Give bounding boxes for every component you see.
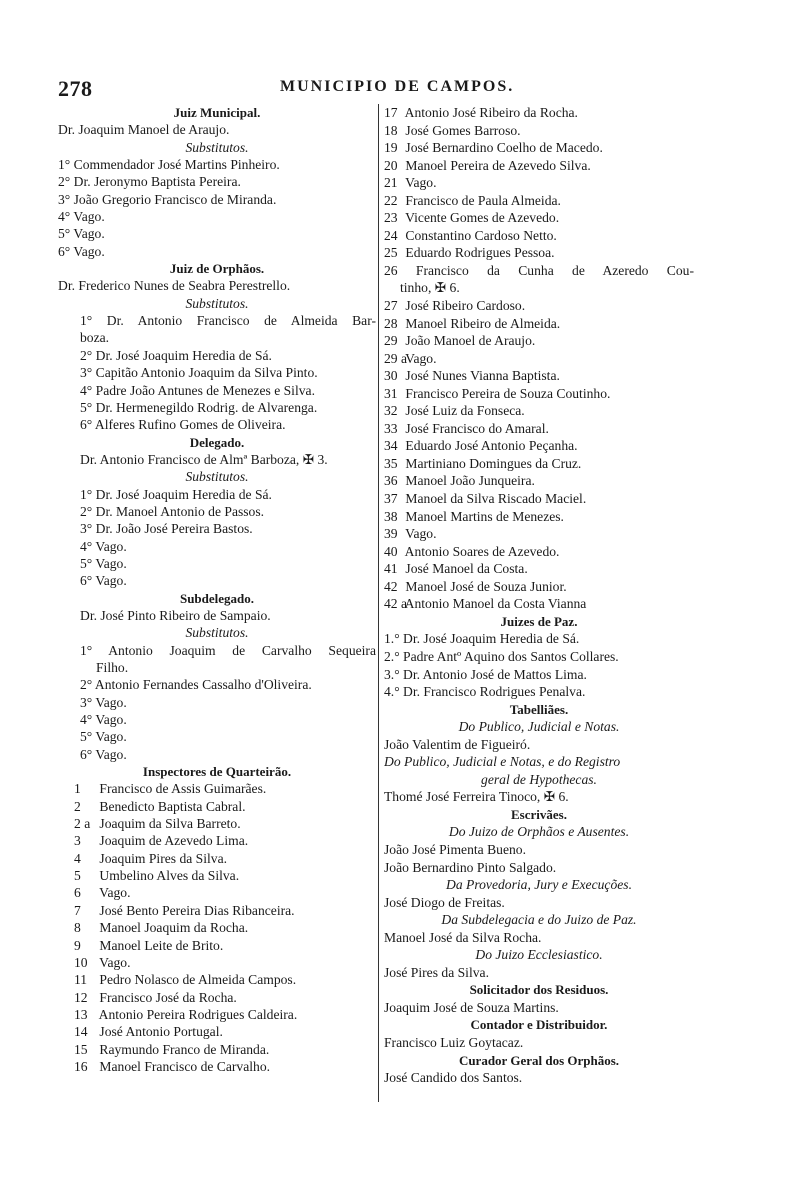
- office-holder: José Diogo de Freitas.: [384, 894, 505, 910]
- inspector-entry: [384, 157, 694, 175]
- justice-entry: 2.° Padre Antº Aquino dos Santos Collares.: [384, 648, 619, 664]
- substitute-entry-continued: Filho.: [96, 660, 129, 675]
- inspector-entry: [58, 867, 376, 884]
- inspector-entry: [384, 560, 694, 578]
- substitute-entry: 5° Vago.: [58, 226, 105, 242]
- entry-name: Vago.: [405, 175, 437, 191]
- section-heading: Inspectores de Quarteirão.: [142, 764, 292, 780]
- entry-name: Manoel Joaquim da Rocha.: [99, 920, 249, 936]
- entry-name: José Antonio Portugal.: [99, 1024, 223, 1040]
- office-holder: Francisco Luiz Goytacaz.: [384, 1034, 524, 1050]
- entry-number: 11: [74, 972, 88, 988]
- entry-number: 9: [74, 937, 81, 953]
- entry-name: Martiniano Domingues da Cruz.: [405, 455, 582, 471]
- inspector-entry: [384, 508, 694, 526]
- office-holder: João Valentim de Figueiró.: [384, 736, 531, 752]
- substitute-entry: 1° Dr. José Joaquim Heredia de Sá.: [80, 486, 272, 502]
- inspector-entry: [384, 315, 694, 333]
- entry-name: Eduardo José Antonio Peçanha.: [405, 438, 578, 454]
- entry-number: 29: [384, 333, 398, 349]
- entry-name: José Bento Pereira Dias Ribanceira.: [99, 902, 295, 918]
- inspector-entry: [58, 989, 376, 1006]
- substitute-entry: 4° Vago.: [80, 538, 127, 554]
- office-holder: José Pires da Silva.: [384, 964, 489, 980]
- substitute-entry: 3° João Gregorio Francisco de Miranda.: [58, 191, 277, 207]
- entry-name: Antonio José Ribeiro da Rocha.: [404, 105, 578, 120]
- entry-number: 42 a: [384, 596, 408, 612]
- column-divider: [378, 104, 379, 1102]
- entry-number: 3: [74, 833, 81, 849]
- entry-name: Manoel Ribeiro de Almeida.: [405, 315, 561, 331]
- inspector-entry: [384, 367, 694, 385]
- substitute-entry: 3° Capitão Antonio Joaquim da Silva Pinto.: [80, 365, 318, 381]
- inspector-entry: [384, 455, 694, 473]
- entry-name: Vago.: [99, 954, 131, 970]
- office-holder: Dr. Antonio Francisco de Almª Barboza, ✠ 3.: [80, 451, 328, 467]
- inspector-entry: [58, 902, 376, 919]
- inspector-entry: [384, 139, 694, 157]
- substitute-entry-continued: boza.: [80, 330, 110, 346]
- entry-name: Vago.: [99, 885, 131, 901]
- office-holder: Dr. Frederico Nunes de Seabra Perestrello.: [58, 278, 291, 294]
- inspector-entry: [384, 420, 694, 438]
- inspector-entry: [58, 919, 376, 936]
- entry-name: Francisco de Paula Almeida.: [405, 192, 561, 208]
- entry-number: 42: [384, 578, 398, 594]
- entry-number: 31: [384, 385, 398, 401]
- inspector-entry: [58, 1023, 376, 1040]
- office-subheading: Do Juizo Ecclesiastico.: [475, 947, 603, 963]
- entry-name: José Francisco do Amaral.: [405, 420, 549, 436]
- entry-name: José Manoel da Costa.: [405, 561, 528, 577]
- entry-number: 16: [74, 1058, 88, 1074]
- substitute-entry: 5° Dr. Hermenegildo Rodrig. de Alvarenga.: [80, 399, 318, 415]
- entry-name: Constantino Cardoso Netto.: [405, 227, 557, 243]
- inspector-entry: [58, 1006, 376, 1023]
- substitute-entry: 4° Vago.: [58, 209, 105, 225]
- entry-name: José Luiz da Fonseca.: [405, 403, 525, 419]
- right-column: [384, 104, 694, 1087]
- inspector-entry: [384, 122, 694, 140]
- entry-name: Vago.: [405, 526, 437, 542]
- office-subheading: Do Juizo de Orphãos e Ausentes.: [448, 824, 630, 840]
- inspector-entry: [384, 578, 694, 596]
- entry-name: Manoel da Silva Riscado Maciel.: [405, 491, 587, 507]
- entry-name: Antonio Pereira Rodrigues Caldeira.: [98, 1006, 298, 1022]
- section-heading: Solicitador dos Residuos.: [469, 982, 609, 998]
- running-title: MUNICIPIO DE CAMPOS.: [280, 78, 515, 95]
- entry-number: 40: [384, 543, 398, 559]
- left-column: [58, 104, 376, 1075]
- inspectors-list: [384, 104, 694, 262]
- office-holder: João Bernardino Pinto Salgado.: [384, 859, 557, 875]
- inspector-entry: [384, 437, 694, 455]
- entry-name: Pedro Nolasco de Almeida Campos.: [99, 972, 297, 988]
- entry-name: Umbelino Alves da Silva.: [99, 868, 240, 884]
- entry-number: 20: [384, 157, 398, 173]
- inspector-entry: 26 Francisco da Cunha de Azeredo Cou-: [384, 262, 694, 278]
- office-subheading: Do Publico, Judicial e Notas, e do Registro: [384, 754, 621, 770]
- entry-name: Manoel João Junqueira.: [405, 473, 535, 489]
- entry-number: 27: [384, 298, 398, 314]
- inspector-entry: [384, 174, 694, 192]
- entry-name: Manoel Martins de Menezes.: [405, 508, 564, 524]
- substitute-entry: 4° Vago.: [80, 712, 127, 728]
- inspector-entry: [58, 815, 376, 832]
- substitute-entry: 3° Vago.: [80, 694, 127, 710]
- inspector-entry: [384, 244, 694, 262]
- inspector-entry: [384, 297, 694, 315]
- substitute-entry: 1° Antonio Joaquim de Carvalho Sequeira: [80, 642, 376, 658]
- inspector-entry-continued: tinho, ✠ 6.: [400, 280, 460, 296]
- substitutes-heading: Substitutos.: [185, 139, 249, 155]
- inspector-entry: [384, 543, 694, 561]
- section-heading: Curador Geral dos Orphãos.: [458, 1052, 620, 1068]
- inspector-entry: [384, 385, 694, 403]
- entry-number: 4: [74, 850, 81, 866]
- substitute-entry: 5° Vago.: [80, 729, 127, 745]
- substitute-entry: 6° Vago.: [58, 243, 105, 259]
- entry-name: Joaquim da Silva Barreto.: [99, 816, 241, 832]
- substitute-entry: 6° Vago.: [80, 746, 127, 762]
- entry-number: 15: [74, 1041, 88, 1057]
- section-heading: Delegado.: [189, 434, 245, 450]
- substitute-entry: 1° Commendador José Martins Pinheiro.: [58, 157, 280, 173]
- section-heading: Contador e Distribuidor.: [470, 1017, 608, 1033]
- entry-name: Manoel Francisco de Carvalho.: [99, 1058, 271, 1074]
- entry-number: 33: [384, 420, 398, 436]
- inspector-entry: [384, 595, 694, 613]
- entry-name: Vicente Gomes de Azevedo.: [405, 210, 560, 226]
- entry-number: 41: [384, 561, 398, 577]
- entry-number: 24: [384, 227, 398, 243]
- substitute-entry: 1° Dr. Antonio Francisco de Almeida Bar-: [80, 313, 376, 329]
- entry-number: 21: [384, 175, 398, 191]
- entry-name: Manoel José de Souza Junior.: [405, 578, 567, 594]
- page-number: 278: [58, 76, 93, 101]
- office-holder: Dr. Joaquim Manoel de Araujo.: [58, 122, 230, 138]
- entry-number: 23: [384, 210, 398, 226]
- office-holder: João José Pimenta Bueno.: [384, 841, 526, 857]
- entry-number: 5: [74, 868, 81, 884]
- section-heading: Juiz de Orphãos.: [169, 261, 265, 277]
- entry-name: Joaquim de Azevedo Lima.: [99, 833, 249, 849]
- inspector-entry: [58, 937, 376, 954]
- office-holder: Manoel José da Silva Rocha.: [384, 929, 542, 945]
- section-heading: Juizes de Paz.: [500, 613, 578, 629]
- section-heading: Tabelliães.: [509, 701, 569, 717]
- substitute-entry: 6° Alferes Rufino Gomes de Oliveira.: [80, 417, 286, 433]
- entry-name: Antonio Soares de Azevedo.: [404, 543, 560, 559]
- inspector-entry: [58, 1041, 376, 1058]
- entry-number: 22: [384, 192, 398, 208]
- entry-number: 28: [384, 315, 398, 331]
- entry-number: 13: [74, 1006, 88, 1022]
- inspector-entry: [384, 227, 694, 245]
- substitutes-heading: Substitutos.: [185, 469, 249, 485]
- entry-name: Joaquim Pires da Silva.: [99, 850, 228, 866]
- substitute-entry: 5° Vago.: [80, 555, 127, 571]
- section-heading: Escrivães.: [511, 806, 567, 822]
- entry-number: 30: [384, 368, 398, 384]
- entry-name: Eduardo Rodrigues Pessoa.: [405, 245, 555, 261]
- entry-number: 6: [74, 885, 81, 901]
- entry-number: 12: [74, 989, 88, 1005]
- entry-name: João Manoel de Araujo.: [405, 333, 536, 349]
- entry-number: 25: [384, 245, 398, 261]
- entry-number: 17: [384, 105, 398, 120]
- entry-number: 1: [74, 781, 81, 797]
- substitutes-heading: Substitutos.: [185, 295, 249, 311]
- substitute-entry: 2° Antonio Fernandes Cassalho d'Oliveira.: [80, 677, 312, 693]
- inspector-entry: [58, 884, 376, 901]
- office-subheading-continued: geral de Hypothecas.: [481, 771, 597, 787]
- entry-number: 2 a: [74, 816, 91, 832]
- office-holder: Thomé José Ferreira Tinoco, ✠ 6.: [384, 789, 569, 805]
- substitute-entry: 2° Dr. Jeronymo Baptista Pereira.: [58, 174, 241, 190]
- inspector-entry: [58, 798, 376, 815]
- entry-number: 32: [384, 403, 398, 419]
- inspector-entry: [384, 490, 694, 508]
- inspector-entry: [384, 104, 694, 122]
- entry-number: 38: [384, 508, 398, 524]
- entry-number: 19: [384, 140, 398, 156]
- inspector-entry: [384, 525, 694, 543]
- entry-number: 7: [74, 902, 81, 918]
- substitute-entry: 4° Padre João Antunes de Menezes e Silva.: [80, 382, 315, 398]
- entry-name: José Ribeiro Cardoso.: [405, 298, 526, 314]
- inspector-entry: [58, 954, 376, 971]
- inspector-entry: [58, 780, 376, 797]
- inspector-entry: [384, 332, 694, 350]
- entry-name: Manoel Pereira de Azevedo Silva.: [405, 157, 591, 173]
- entry-name: José Gomes Barroso.: [405, 122, 521, 138]
- substitute-entry: 2° Dr. Manoel Antonio de Passos.: [80, 503, 265, 519]
- substitute-entry: 2° Dr. José Joaquim Heredia de Sá.: [80, 347, 272, 363]
- inspector-entry: [384, 472, 694, 490]
- office-subheading: Do Publico, Judicial e Notas.: [458, 719, 620, 735]
- justice-entry: 3.° Dr. Antonio José de Mattos Lima.: [384, 666, 587, 682]
- office-subheading: Da Subdelegacia e do Juizo de Paz.: [441, 912, 637, 928]
- entry-name: José Nunes Vianna Baptista.: [405, 368, 560, 384]
- inspectors-list: [384, 297, 694, 613]
- entry-name: Vago.: [405, 350, 437, 366]
- inspector-entry: [384, 402, 694, 420]
- entry-name: José Bernardino Coelho de Macedo.: [405, 140, 603, 156]
- substitute-entry: 6° Vago.: [80, 573, 127, 589]
- office-holder: José Candido dos Santos.: [384, 1070, 523, 1086]
- entry-number: 29 a: [384, 350, 408, 366]
- entry-number: 37: [384, 491, 398, 507]
- entry-name: Raymundo Franco de Miranda.: [99, 1041, 270, 1057]
- inspector-entry: [384, 192, 694, 210]
- inspector-entry: [384, 350, 694, 368]
- entry-number: 18: [384, 122, 398, 138]
- substitutes-heading: Substitutos.: [185, 625, 249, 641]
- entry-name: Benedicto Baptista Cabral.: [99, 798, 246, 814]
- entry-number: 35: [384, 455, 398, 471]
- entry-number: 2: [74, 798, 81, 814]
- entry-name: Antonio Manoel da Costa Vianna: [404, 596, 587, 612]
- office-holder: Joaquim José de Souza Martins.: [384, 999, 559, 1015]
- section-heading: Juiz Municipal.: [173, 105, 261, 120]
- inspectors-list: [58, 780, 376, 1075]
- entry-name: Francisco Pereira de Souza Coutinho.: [405, 385, 611, 401]
- inspector-entry: [58, 971, 376, 988]
- inspector-entry: [58, 850, 376, 867]
- section-heading: Subdelegado.: [179, 590, 255, 606]
- office-holder: Dr. José Pinto Ribeiro de Sampaio.: [80, 607, 271, 623]
- justice-entry: 4.° Dr. Francisco Rodrigues Penalva.: [384, 684, 586, 700]
- entry-number: 10: [74, 954, 88, 970]
- office-subheading: Da Provedoria, Jury e Execuções.: [446, 877, 632, 893]
- entry-name: Francisco de Assis Guimarães.: [99, 781, 267, 797]
- inspector-entry: [384, 209, 694, 227]
- entry-number: 8: [74, 920, 81, 936]
- entry-name: Manoel Leite de Brito.: [99, 937, 224, 953]
- inspector-entry: [58, 832, 376, 849]
- justice-entry: 1.° Dr. José Joaquim Heredia de Sá.: [384, 631, 580, 647]
- substitute-entry: 3° Dr. João José Pereira Bastos.: [80, 521, 253, 537]
- entry-number: 39: [384, 526, 398, 542]
- inspector-entry: [58, 1058, 376, 1075]
- entry-number: 36: [384, 473, 398, 489]
- entry-name: Francisco José da Rocha.: [99, 989, 237, 1005]
- entry-number: 34: [384, 438, 398, 454]
- entry-number: 14: [74, 1024, 88, 1040]
